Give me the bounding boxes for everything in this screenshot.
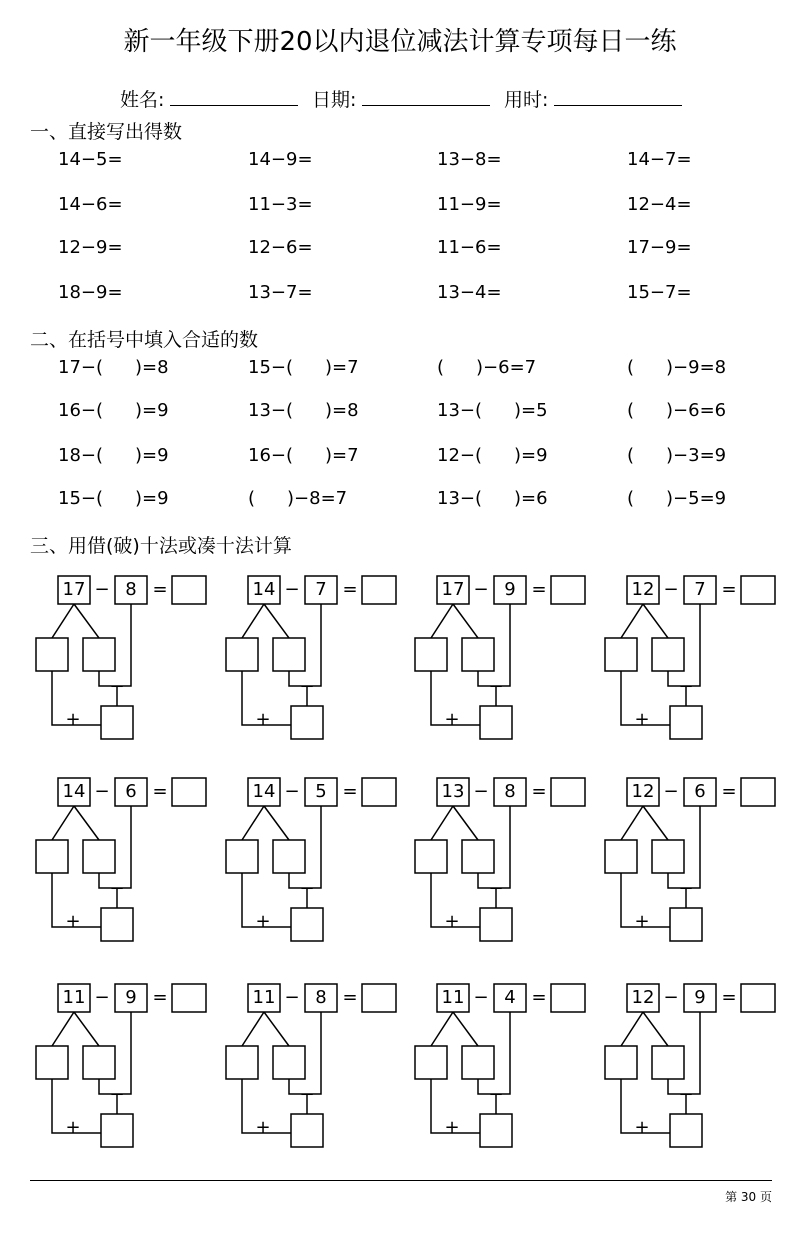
problem-right: )−9=8 bbox=[666, 357, 727, 378]
subtract-sign: − bbox=[678, 878, 694, 899]
minuend-number: 14 bbox=[252, 579, 276, 600]
calc-problem: 11−3= bbox=[248, 194, 313, 215]
problem-right: )=9 bbox=[514, 445, 548, 466]
result-box[interactable] bbox=[362, 576, 396, 604]
date-label: 日期: bbox=[312, 89, 357, 111]
split-box-right[interactable] bbox=[462, 638, 494, 671]
problem-left: 16−( bbox=[248, 445, 294, 466]
problem-right: )=7 bbox=[325, 357, 359, 378]
decomposition-diagram bbox=[415, 984, 595, 1159]
problem-right: )=5 bbox=[514, 400, 548, 421]
subtrahend-number: 8 bbox=[315, 987, 327, 1008]
problem-right: )=8 bbox=[135, 357, 169, 378]
branch-left-line bbox=[621, 1012, 643, 1046]
split-box-right[interactable] bbox=[273, 1046, 305, 1079]
branch-left-line bbox=[52, 1012, 74, 1046]
equals-sign: = bbox=[152, 781, 168, 802]
minus-sign: − bbox=[473, 987, 489, 1008]
plus-sign: + bbox=[65, 1117, 81, 1138]
result-box[interactable] bbox=[741, 778, 775, 806]
calc-problem: 12−9= bbox=[58, 237, 123, 258]
subtrahend-number: 9 bbox=[694, 987, 706, 1008]
equals-sign: = bbox=[342, 781, 358, 802]
subtract-sign: − bbox=[299, 676, 315, 697]
minuend-number: 17 bbox=[441, 579, 465, 600]
split-box-left[interactable] bbox=[226, 1046, 258, 1079]
problem-right: )−6=6 bbox=[666, 400, 727, 421]
minus-sign: − bbox=[663, 987, 679, 1008]
split-box-right[interactable] bbox=[273, 638, 305, 671]
subtract-sign: − bbox=[488, 676, 504, 697]
subtract-sign: − bbox=[109, 878, 125, 899]
minuend-number: 12 bbox=[631, 781, 655, 802]
fill-blank-problem bbox=[248, 355, 359, 381]
minus-sign: − bbox=[284, 579, 300, 600]
problem-right: )−5=9 bbox=[666, 488, 727, 509]
time-blank[interactable] bbox=[554, 87, 682, 106]
branch-left-line bbox=[242, 806, 264, 840]
result-box[interactable] bbox=[362, 778, 396, 806]
calc-problem: 14−9= bbox=[248, 149, 313, 170]
plus-sign: + bbox=[255, 709, 271, 730]
equals-sign: = bbox=[342, 579, 358, 600]
decomposition-diagram bbox=[36, 778, 216, 953]
subtrahend-number: 9 bbox=[504, 579, 516, 600]
problem-right: )=8 bbox=[325, 400, 359, 421]
intermediate-box[interactable] bbox=[670, 908, 702, 941]
minus-sign: − bbox=[473, 781, 489, 802]
equals-sign: = bbox=[721, 579, 737, 600]
calc-problem: 15−7= bbox=[627, 282, 692, 303]
minus-sign: − bbox=[284, 781, 300, 802]
section2-title: 二、在括号中填入合适的数 bbox=[30, 329, 259, 351]
subtrahend-number: 7 bbox=[315, 579, 327, 600]
problem-left: ( bbox=[627, 357, 635, 378]
problem-right: )=9 bbox=[135, 445, 169, 466]
calc-problem: 13−8= bbox=[437, 149, 502, 170]
split-box-left[interactable] bbox=[415, 840, 447, 873]
branch-left-line bbox=[242, 604, 264, 638]
split-box-left[interactable] bbox=[226, 840, 258, 873]
subtrahend-number: 7 bbox=[694, 579, 706, 600]
subtract-sign: − bbox=[109, 1084, 125, 1105]
intermediate-box[interactable] bbox=[291, 908, 323, 941]
intermediate-box[interactable] bbox=[291, 1114, 323, 1147]
time-label: 用时: bbox=[504, 89, 549, 111]
split-box-right[interactable] bbox=[462, 840, 494, 873]
fill-blank-problem bbox=[437, 355, 536, 381]
split-box-left[interactable] bbox=[36, 1046, 68, 1079]
split-box-left[interactable] bbox=[415, 638, 447, 671]
equals-sign: = bbox=[531, 781, 547, 802]
decomposition-diagram bbox=[415, 778, 595, 953]
decomposition-diagram bbox=[226, 984, 406, 1159]
minuend-number: 17 bbox=[62, 579, 86, 600]
calc-problem: 18−9= bbox=[58, 282, 123, 303]
decomposition-diagram bbox=[605, 984, 785, 1159]
fill-blank-problem bbox=[437, 486, 548, 512]
minuend-number: 11 bbox=[62, 987, 86, 1008]
split-box-left[interactable] bbox=[415, 1046, 447, 1079]
plus-sign: + bbox=[634, 911, 650, 932]
minuend-number: 13 bbox=[441, 781, 465, 802]
equals-sign: = bbox=[152, 987, 168, 1008]
problem-left: 16−( bbox=[58, 400, 104, 421]
subtrahend-number: 5 bbox=[315, 781, 327, 802]
branch-right-line bbox=[264, 1012, 289, 1046]
calc-problem: 14−5= bbox=[58, 149, 123, 170]
minus-sign: − bbox=[94, 579, 110, 600]
minuend-number: 14 bbox=[252, 781, 276, 802]
branch-left-line bbox=[242, 1012, 264, 1046]
calc-problem: 12−4= bbox=[627, 194, 692, 215]
calc-problem: 13−4= bbox=[437, 282, 502, 303]
subtract-sign: − bbox=[488, 878, 504, 899]
fill-blank-problem bbox=[248, 443, 359, 469]
problem-left: 13−( bbox=[437, 488, 483, 509]
fill-blank-problem bbox=[58, 443, 169, 469]
subtract-sign: − bbox=[109, 676, 125, 697]
split-box-right[interactable] bbox=[273, 840, 305, 873]
subtract-sign: − bbox=[299, 1084, 315, 1105]
problem-left: ( bbox=[627, 400, 635, 421]
fill-blank-problem bbox=[627, 486, 726, 512]
problem-left: 13−( bbox=[248, 400, 294, 421]
problem-left: 18−( bbox=[58, 445, 104, 466]
name-label: 姓名: bbox=[120, 89, 165, 111]
calc-problem: 14−7= bbox=[627, 149, 692, 170]
branch-right-line bbox=[74, 806, 99, 840]
intermediate-box[interactable] bbox=[670, 706, 702, 739]
plus-sign: + bbox=[634, 709, 650, 730]
branch-left-line bbox=[431, 806, 453, 840]
intermediate-box[interactable] bbox=[101, 706, 133, 739]
result-box[interactable] bbox=[172, 778, 206, 806]
plus-sign: + bbox=[634, 1117, 650, 1138]
branch-right-line bbox=[643, 1012, 668, 1046]
branch-left-line bbox=[431, 1012, 453, 1046]
name-field[interactable] bbox=[120, 86, 298, 114]
problem-left: 15−( bbox=[58, 488, 104, 509]
subtrahend-number: 6 bbox=[694, 781, 706, 802]
equals-sign: = bbox=[342, 987, 358, 1008]
time-field[interactable] bbox=[504, 86, 682, 114]
intermediate-box[interactable] bbox=[101, 1114, 133, 1147]
result-box[interactable] bbox=[172, 984, 206, 1012]
minus-sign: − bbox=[94, 781, 110, 802]
equals-sign: = bbox=[721, 987, 737, 1008]
intermediate-box[interactable] bbox=[291, 706, 323, 739]
problem-left: 15−( bbox=[248, 357, 294, 378]
calc-problem: 11−6= bbox=[437, 237, 502, 258]
result-box[interactable] bbox=[551, 984, 585, 1012]
subtrahend-number: 6 bbox=[125, 781, 137, 802]
branch-left-line bbox=[621, 604, 643, 638]
branch-right-line bbox=[74, 604, 99, 638]
plus-sign: + bbox=[65, 911, 81, 932]
date-field[interactable] bbox=[312, 86, 490, 114]
subtrahend-number: 9 bbox=[125, 987, 137, 1008]
subtrahend-number: 8 bbox=[125, 579, 137, 600]
branch-right-line bbox=[453, 806, 478, 840]
branch-right-line bbox=[74, 1012, 99, 1046]
problem-left: 12−( bbox=[437, 445, 483, 466]
problem-right: )−6=7 bbox=[476, 357, 537, 378]
subtrahend-number: 8 bbox=[504, 781, 516, 802]
page-title: 新一年级下册20以内退位减法计算专项每日一练 bbox=[123, 27, 677, 57]
split-box-right[interactable] bbox=[83, 1046, 115, 1079]
result-box[interactable] bbox=[551, 576, 585, 604]
result-box[interactable] bbox=[362, 984, 396, 1012]
plus-sign: + bbox=[255, 1117, 271, 1138]
result-box[interactable] bbox=[741, 984, 775, 1012]
problem-left: ( bbox=[437, 357, 445, 378]
split-box-left[interactable] bbox=[605, 840, 637, 873]
split-box-right[interactable] bbox=[652, 1046, 684, 1079]
name-blank[interactable] bbox=[170, 87, 298, 106]
intermediate-box[interactable] bbox=[480, 908, 512, 941]
split-box-left[interactable] bbox=[226, 638, 258, 671]
result-box[interactable] bbox=[172, 576, 206, 604]
section3-title: 三、用借(破)十法或凑十法计算 bbox=[30, 535, 292, 557]
branch-left-line bbox=[52, 604, 74, 638]
fill-blank-problem bbox=[627, 398, 726, 424]
branch-right-line bbox=[643, 806, 668, 840]
plus-sign: + bbox=[444, 1117, 460, 1138]
problem-left: 17−( bbox=[58, 357, 104, 378]
problem-left: 13−( bbox=[437, 400, 483, 421]
problem-right: )−8=7 bbox=[287, 488, 348, 509]
subtract-sign: − bbox=[299, 878, 315, 899]
plus-sign: + bbox=[255, 911, 271, 932]
split-box-left[interactable] bbox=[605, 1046, 637, 1079]
split-box-left[interactable] bbox=[605, 638, 637, 671]
fill-blank-problem bbox=[627, 355, 726, 381]
intermediate-box[interactable] bbox=[101, 908, 133, 941]
calc-problem: 11−9= bbox=[437, 194, 502, 215]
subtrahend-number: 4 bbox=[504, 987, 516, 1008]
branch-left-line bbox=[621, 806, 643, 840]
fill-blank-problem bbox=[437, 398, 548, 424]
branch-right-line bbox=[453, 1012, 478, 1046]
result-box[interactable] bbox=[741, 576, 775, 604]
minuend-number: 12 bbox=[631, 579, 655, 600]
subtract-sign: − bbox=[678, 676, 694, 697]
problem-right: )=9 bbox=[135, 488, 169, 509]
intermediate-box[interactable] bbox=[480, 706, 512, 739]
problem-left: ( bbox=[248, 488, 256, 509]
decomposition-diagram bbox=[226, 576, 406, 751]
fill-blank-problem bbox=[58, 486, 169, 512]
calc-problem: 14−6= bbox=[58, 194, 123, 215]
decomposition-diagram bbox=[605, 778, 785, 953]
fill-blank-problem bbox=[248, 398, 359, 424]
split-box-right[interactable] bbox=[83, 840, 115, 873]
section1-title: 一、直接写出得数 bbox=[30, 121, 183, 143]
subtract-sign: − bbox=[678, 1084, 694, 1105]
fill-blank-problem bbox=[58, 398, 169, 424]
branch-right-line bbox=[264, 806, 289, 840]
fill-blank-problem bbox=[437, 443, 548, 469]
intermediate-box[interactable] bbox=[670, 1114, 702, 1147]
equals-sign: = bbox=[531, 579, 547, 600]
problem-right: )=7 bbox=[325, 445, 359, 466]
minuend-number: 11 bbox=[252, 987, 276, 1008]
page-number: 第 30 页 bbox=[725, 1190, 772, 1204]
decomposition-diagram bbox=[415, 576, 595, 751]
problem-right: )=9 bbox=[135, 400, 169, 421]
decomposition-diagram bbox=[36, 984, 216, 1159]
minus-sign: − bbox=[473, 579, 489, 600]
minuend-number: 14 bbox=[62, 781, 86, 802]
plus-sign: + bbox=[444, 911, 460, 932]
minuend-number: 12 bbox=[631, 987, 655, 1008]
decomposition-diagram bbox=[226, 778, 406, 953]
fill-blank-problem bbox=[248, 486, 347, 512]
minus-sign: − bbox=[284, 987, 300, 1008]
decomposition-diagram bbox=[605, 576, 785, 751]
split-box-right[interactable] bbox=[652, 638, 684, 671]
plus-sign: + bbox=[65, 709, 81, 730]
split-box-right[interactable] bbox=[652, 840, 684, 873]
split-box-left[interactable] bbox=[36, 840, 68, 873]
equals-sign: = bbox=[531, 987, 547, 1008]
decomposition-diagram bbox=[36, 576, 216, 751]
minuend-number: 11 bbox=[441, 987, 465, 1008]
split-box-left[interactable] bbox=[36, 638, 68, 671]
calc-problem: 17−9= bbox=[627, 237, 692, 258]
date-blank[interactable] bbox=[362, 87, 490, 106]
equals-sign: = bbox=[721, 781, 737, 802]
branch-right-line bbox=[453, 604, 478, 638]
calc-problem: 12−6= bbox=[248, 237, 313, 258]
problem-left: ( bbox=[627, 445, 635, 466]
intermediate-box[interactable] bbox=[480, 1114, 512, 1147]
minus-sign: − bbox=[663, 781, 679, 802]
branch-right-line bbox=[264, 604, 289, 638]
plus-sign: + bbox=[444, 709, 460, 730]
equals-sign: = bbox=[152, 579, 168, 600]
calc-problem: 13−7= bbox=[248, 282, 313, 303]
branch-left-line bbox=[52, 806, 74, 840]
problem-right: )=6 bbox=[514, 488, 548, 509]
result-box[interactable] bbox=[551, 778, 585, 806]
fill-blank-problem bbox=[627, 443, 726, 469]
minus-sign: − bbox=[663, 579, 679, 600]
minus-sign: − bbox=[94, 987, 110, 1008]
branch-right-line bbox=[643, 604, 668, 638]
split-box-right[interactable] bbox=[462, 1046, 494, 1079]
subtract-sign: − bbox=[488, 1084, 504, 1105]
problem-right: )−3=9 bbox=[666, 445, 727, 466]
footer-divider bbox=[30, 1180, 772, 1181]
branch-left-line bbox=[431, 604, 453, 638]
fill-blank-problem bbox=[58, 355, 169, 381]
split-box-right[interactable] bbox=[83, 638, 115, 671]
problem-left: ( bbox=[627, 488, 635, 509]
